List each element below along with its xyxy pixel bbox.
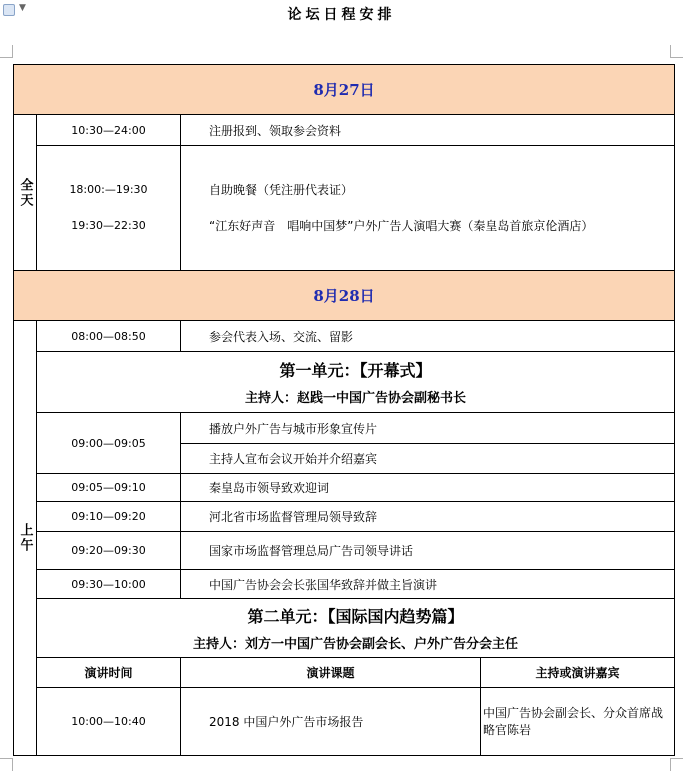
margin-corner-mark: [0, 45, 13, 58]
unit-host: 主持人：刘方一中国广告协会副会长、户外广告分会主任: [192, 637, 518, 652]
time-text: 18:00:—19:30: [69, 183, 148, 196]
table-row: [14, 570, 675, 599]
table-row: [14, 502, 675, 532]
unit-cell: [37, 352, 675, 413]
segment-label: 全天: [17, 177, 33, 208]
table-row: [14, 474, 675, 502]
margin-corner-mark: [0, 758, 13, 771]
date-row: [14, 65, 675, 115]
unit-host: 主持人：赵践一中国广告协会副秘书长: [244, 391, 466, 406]
date-row: [14, 271, 675, 321]
page-title: 论坛日程安排: [287, 7, 396, 23]
unit-title: 第一单元：【开幕式】: [279, 361, 432, 380]
time-cell: 09:30—10:00: [37, 570, 181, 599]
time-cell: 08:00—08:50: [37, 321, 181, 352]
topic-cell: 2018 中国户外广告市场报告: [181, 688, 481, 756]
time-text: 19:30—22:30: [71, 219, 146, 232]
topic-cell: 播放户外广告与城市形象宣传片: [181, 413, 675, 444]
topic-cell: 河北省市场监督管理局领导致辞: [181, 502, 675, 532]
table-row: [14, 688, 675, 756]
unit-cell: [37, 599, 675, 658]
topic-cell: 注册报到、领取参会资料: [181, 115, 675, 146]
topic-cell: 中国广告协会会长张国华致辞并做主旨演讲: [181, 570, 675, 599]
time-cell: 09:00—09:05: [37, 413, 181, 474]
table-row: [14, 532, 675, 570]
table-row: [14, 146, 675, 271]
table-row: [14, 413, 675, 444]
column-header-time: 演讲时间: [37, 658, 181, 688]
topic-text: 自助晚餐（凭注册代表证）: [209, 183, 354, 197]
dropdown-caret-icon[interactable]: ▼: [19, 3, 26, 13]
unit-row: [14, 352, 675, 413]
column-header-topic: 演讲课题: [181, 658, 481, 688]
margin-corner-mark: [670, 45, 683, 58]
column-header-speaker: 主持或演讲嘉宾: [481, 658, 675, 688]
segment-cell: [14, 321, 37, 756]
time-cell: 09:05—09:10: [37, 474, 181, 502]
table-row: [14, 115, 675, 146]
topic-cell: [181, 146, 675, 271]
table-row: [14, 321, 675, 352]
margin-corner-mark: [670, 758, 683, 771]
topic-cell: 参会代表入场、交流、留影: [181, 321, 675, 352]
unit-row: [14, 599, 675, 658]
time-cell: 10:30—24:00: [37, 115, 181, 146]
topic-cell: 秦皇岛市领导致欢迎词: [181, 474, 675, 502]
date-header: 8月28日: [14, 271, 675, 321]
speaker-cell: 中国广告协会副会长、分众首席战略官陈岩: [481, 688, 675, 756]
segment-label: 上午: [17, 523, 33, 553]
time-cell: [37, 146, 181, 271]
unit-title: 第二单元：【国际国内趋势篇】: [247, 607, 464, 626]
date-header: 8月27日: [14, 65, 675, 115]
topic-text: “江东好声音 唱响中国梦”户外广告人演唱大赛（秦皇岛首旅京伦酒店）: [209, 219, 594, 233]
time-cell: 10:00—10:40: [37, 688, 181, 756]
column-header-row: [14, 658, 675, 688]
time-cell: 09:20—09:30: [37, 532, 181, 570]
segment-cell: [14, 115, 37, 271]
topic-cell: 国家市场监督管理总局广告司领导讲话: [181, 532, 675, 570]
time-cell: 09:10—09:20: [37, 502, 181, 532]
topic-cell: 主持人宣布会议开始并介绍嘉宾: [181, 444, 675, 474]
schedule-table: [13, 64, 675, 756]
